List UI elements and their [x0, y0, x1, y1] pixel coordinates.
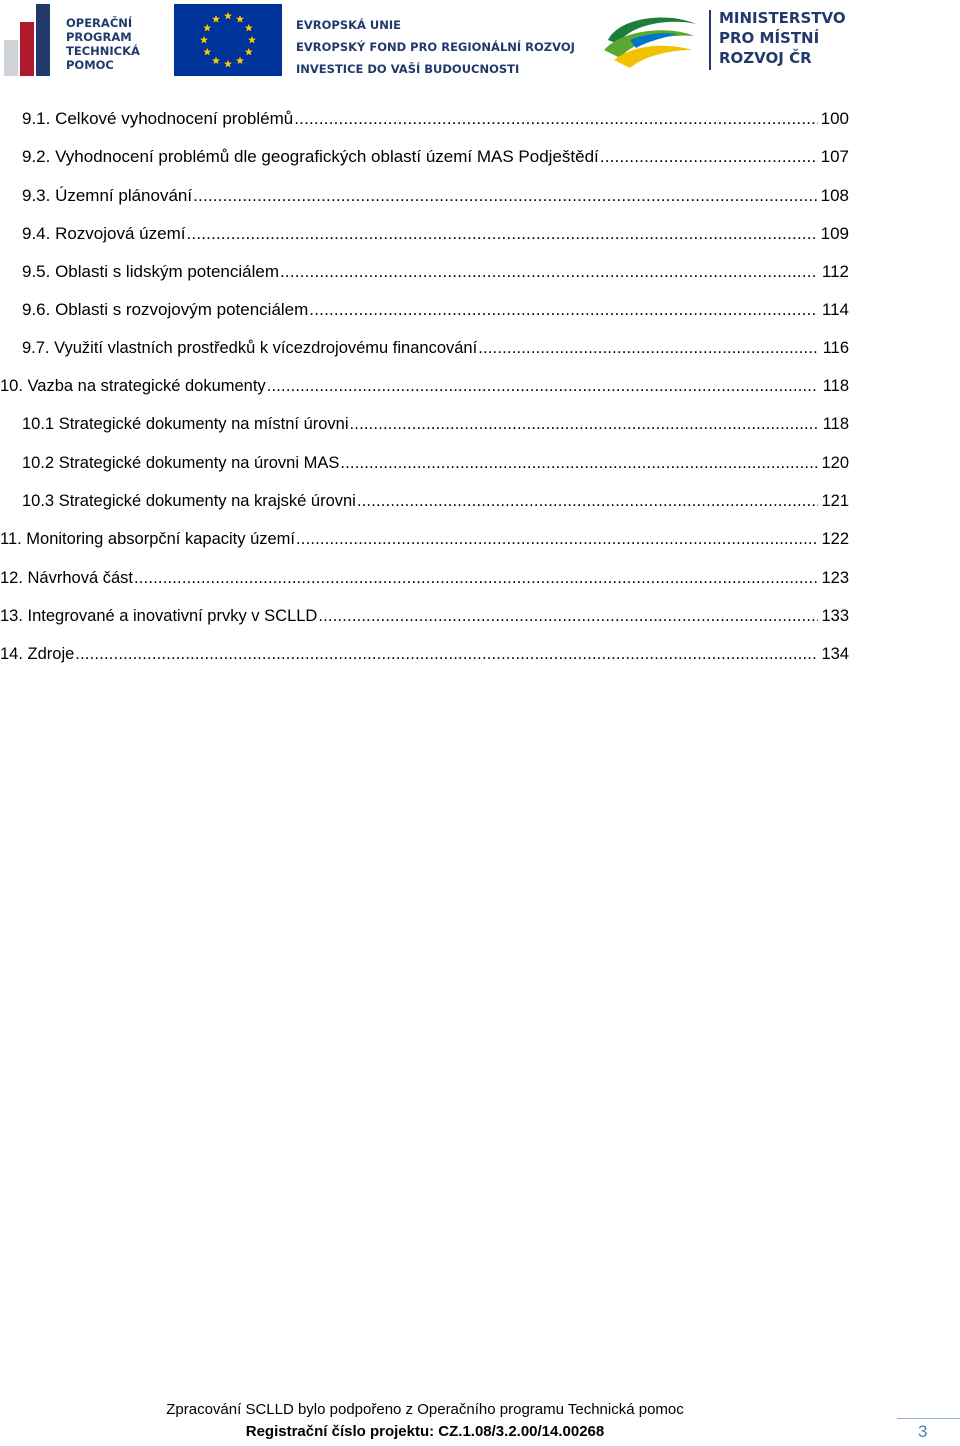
- toc-entry[interactable]: [0, 147, 849, 185]
- op-logo-line: POMOC: [66, 58, 114, 72]
- page-header: [0, 0, 960, 80]
- toc-entry-page: 123: [821, 568, 849, 587]
- page-footer: [0, 1398, 960, 1446]
- toc-entry[interactable]: [0, 224, 849, 262]
- toc-entry[interactable]: [0, 339, 849, 377]
- toc-leader-dots: [340, 454, 818, 473]
- toc-entry-page: 118: [822, 377, 849, 396]
- eu-text-line: EVROPSKÝ FOND PRO REGIONÁLNÍ ROZVOJ: [296, 40, 575, 54]
- toc-entry-label: 9.2. Vyhodnocení problémů dle geografických oblastí území MAS Podještědí: [22, 147, 599, 167]
- toc-entry-label: 10.2 Strategické dokumenty na úrovni MAS: [22, 453, 340, 472]
- toc-entry-page: 108: [820, 185, 849, 205]
- eu-flag-icon: [174, 4, 282, 76]
- toc-leader-dots: [280, 262, 818, 282]
- toc-entry-page: 112: [821, 262, 849, 282]
- mmr-text-line: PRO MÍSTNÍ: [719, 29, 820, 47]
- toc-leader-dots: [75, 645, 818, 664]
- op-logo-text: [66, 16, 156, 72]
- toc-entry-label: 9.3. Územní plánování: [22, 185, 193, 205]
- op-logo-line: PROGRAM: [66, 30, 132, 44]
- toc-entry[interactable]: [0, 186, 849, 224]
- toc-entry-page: 100: [820, 109, 849, 128]
- toc-entry-label: 9.5. Oblasti s lidským potenciálem: [22, 262, 279, 282]
- toc-entry[interactable]: [0, 645, 849, 683]
- toc-entry-label: 12. Návrhová část: [0, 568, 133, 587]
- toc-entry-page: 133: [821, 606, 849, 625]
- toc-leader-dots: [134, 569, 818, 588]
- toc-leader-dots: [600, 147, 818, 167]
- toc-entry-page: 120: [821, 453, 849, 472]
- toc-entry-page: 107: [820, 147, 849, 167]
- page-number: 3: [918, 1422, 928, 1441]
- toc-entry-label: 11. Monitoring absorpční kapacity území: [0, 530, 296, 549]
- toc-entry[interactable]: [0, 415, 849, 453]
- toc-entry-page: 109: [820, 223, 849, 243]
- toc-leader-dots: [296, 530, 818, 549]
- eu-text-line: INVESTICE DO VAŠÍ BUDOUCNOSTI: [296, 62, 520, 76]
- toc-entry-page: 114: [821, 300, 849, 320]
- toc-entry-page: 134: [821, 645, 849, 664]
- toc-entry-label: 9.4. Rozvojová území: [22, 223, 186, 243]
- page-number-rule: [897, 1418, 960, 1419]
- mmr-swoosh-logo-icon: [600, 10, 700, 72]
- toc-leader-dots: [357, 492, 818, 511]
- toc-entry[interactable]: [0, 569, 849, 607]
- toc-leader-dots: [478, 339, 818, 358]
- footer-registration-number: Registrační číslo projektu: CZ.1.08/3.2.00/14.00268: [245, 1423, 605, 1440]
- toc-entry-page: 122: [821, 530, 849, 549]
- toc-leader-dots: [309, 300, 818, 320]
- toc-leader-dots: [294, 109, 818, 129]
- mmr-logo-text: [719, 8, 846, 68]
- toc-entry-label: 9.7. Využití vlastních prostředků k vícezdrojovému financování: [22, 338, 478, 357]
- toc-entry[interactable]: [0, 377, 849, 415]
- toc-leader-dots: [267, 377, 818, 396]
- toc-entry-page: 118: [822, 415, 849, 434]
- toc-entry[interactable]: [0, 109, 849, 147]
- toc-entry[interactable]: [0, 454, 849, 492]
- op-logo-line: OPERAČNÍ: [66, 16, 133, 30]
- mmr-text-line: MINISTERSTVO: [719, 9, 846, 27]
- toc-entry-label: 9.1. Celkové vyhodnocení problémů: [22, 109, 294, 128]
- toc-leader-dots: [318, 607, 818, 626]
- footer-funding-note: Zpracování SCLLD bylo podpořeno z Operačního programu Technická pomoc: [166, 1401, 684, 1418]
- toc-entry-label: 10.3 Strategické dokumenty na krajské úrovni: [22, 491, 356, 510]
- op-logo-bars-icon: [4, 4, 62, 76]
- toc-entry-page: 121: [821, 491, 849, 510]
- toc-entry[interactable]: [0, 300, 849, 338]
- mmr-text-line: ROZVOJ ČR: [719, 49, 812, 67]
- mmr-logo-divider: [709, 10, 711, 70]
- toc-entry-label: 10.1 Strategické dokumenty na místní úrovni: [22, 415, 349, 434]
- toc-entry-page: 116: [822, 338, 849, 357]
- toc-entry-label: 10. Vazba na strategické dokumenty: [0, 377, 266, 396]
- toc-leader-dots: [186, 224, 818, 244]
- toc-entry-label: 14. Zdroje: [0, 645, 75, 664]
- toc-entry[interactable]: [0, 262, 849, 300]
- toc-entry-label: 13. Integrované a inovativní prvky v SCLLD: [0, 606, 318, 625]
- toc-entry[interactable]: [0, 530, 849, 568]
- toc-entry[interactable]: [0, 492, 849, 530]
- toc-leader-dots: [350, 415, 818, 434]
- op-technicka-pomoc-logo: [4, 4, 154, 76]
- table-of-contents: [0, 109, 849, 683]
- op-logo-line: TECHNICKÁ: [66, 44, 140, 58]
- toc-entry-label: 9.6. Oblasti s rozvojovým potenciálem: [22, 300, 309, 320]
- eu-fund-text: [296, 14, 575, 80]
- toc-leader-dots: [193, 186, 818, 206]
- eu-text-line: EVROPSKÁ UNIE: [296, 18, 402, 32]
- toc-entry[interactable]: [0, 607, 849, 645]
